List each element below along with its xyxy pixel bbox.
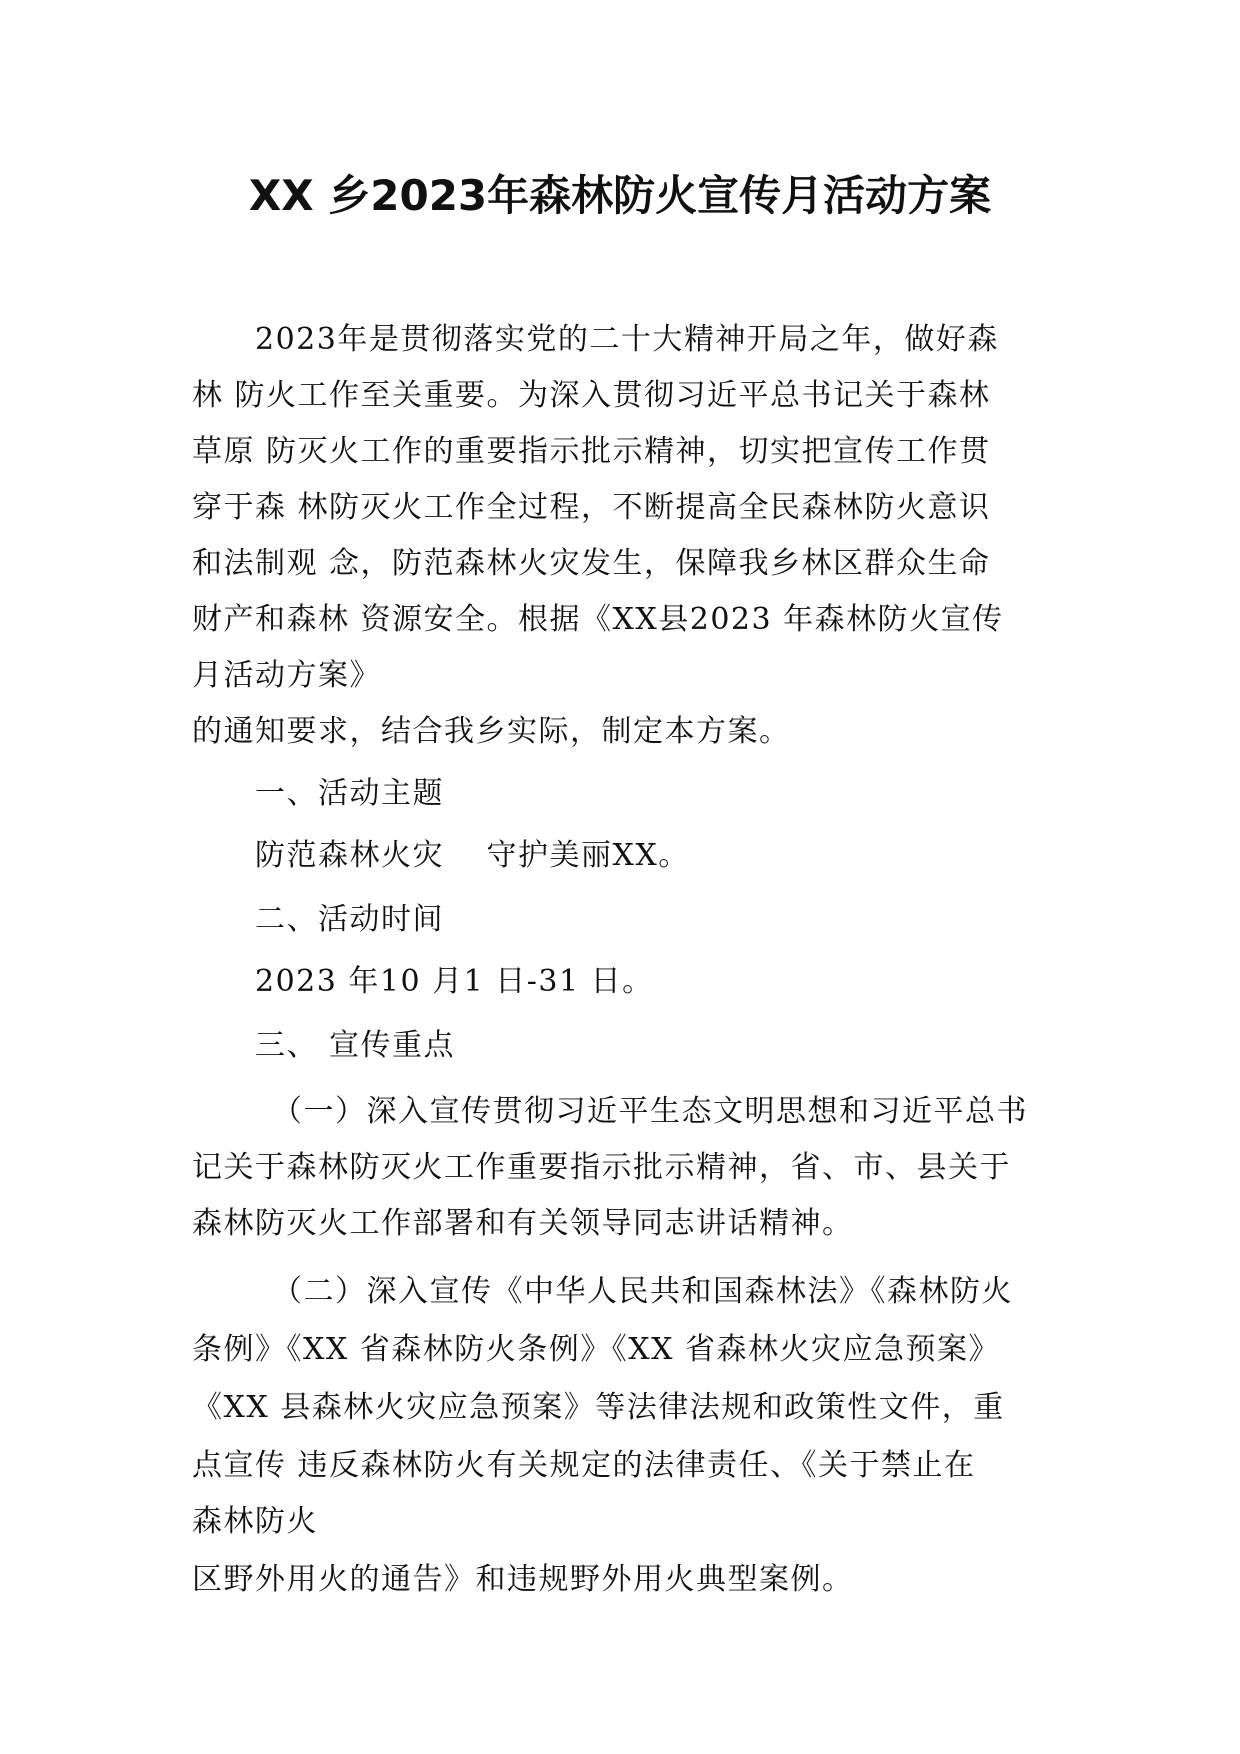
intro-line-7: 月活动方案》 bbox=[192, 658, 381, 693]
intro-line-3: 草原 防灭火工作的重要指示批示精神，切实把宣传工作贯 bbox=[192, 434, 991, 469]
intro-line-4: 穿于森 林防灭火工作全过程，不断提高全民森林防火意识 bbox=[192, 490, 991, 525]
point2-line-3: 《XX 县森林火灾应急预案》等法律法规和政策性文件，重 bbox=[192, 1390, 1005, 1425]
section2-body: 2023 年10 月1 日-31 日。 bbox=[255, 964, 654, 999]
point2-line-6: 区野外用火的通告》和违规野外用火典型案例。 bbox=[192, 1562, 854, 1597]
point2-line-2: 条例》《XX 省森林防火条例》《XX 省森林火灾应急预案》 bbox=[192, 1332, 1001, 1367]
section3-heading: 三、 宣传重点 bbox=[255, 1028, 456, 1063]
intro-line-5: 和法制观 念，防范森林火灾发生，保障我乡林区群众生命 bbox=[192, 546, 991, 581]
intro-line-1: 2023年是贯彻落实党的二十大精神开局之年，做好森 bbox=[255, 322, 999, 357]
intro-line-2: 林 防火工作至关重要。为深入贯彻习近平总书记关于森林 bbox=[192, 378, 991, 413]
point2-line-1: （二）深入宣传《中华人民共和国森林法》《森林防火 bbox=[272, 1274, 1013, 1309]
point1-line-3: 森林防灭火工作部署和有关领导同志讲话精神。 bbox=[192, 1206, 854, 1241]
intro-line-6: 财产和森林 资源安全。根据《XX县2023 年森林防火宣传 bbox=[192, 602, 1004, 637]
point2-line-4: 点宣传 违反森林防火有关规定的法律责任、《关于禁止在 bbox=[192, 1448, 976, 1483]
point2-line-5: 森林防火 bbox=[192, 1504, 318, 1539]
section1-heading: 一、活动主题 bbox=[255, 776, 444, 811]
section1-body: 防范森林火灾 守护美丽XX。 bbox=[255, 838, 690, 873]
document-title: XX 乡2023年森林防火宣传月活动方案 bbox=[248, 171, 992, 220]
point1-line-1: （一）深入宣传贯彻习近平生态文明思想和习近平总书 bbox=[272, 1094, 1028, 1129]
point1-line-2: 记关于森林防灭火工作重要指示批示精神，省、市、县关于 bbox=[192, 1150, 1011, 1185]
section2-heading: 二、活动时间 bbox=[255, 902, 444, 937]
intro-line-8: 的通知要求，结合我乡实际，制定本方案。 bbox=[192, 714, 791, 749]
